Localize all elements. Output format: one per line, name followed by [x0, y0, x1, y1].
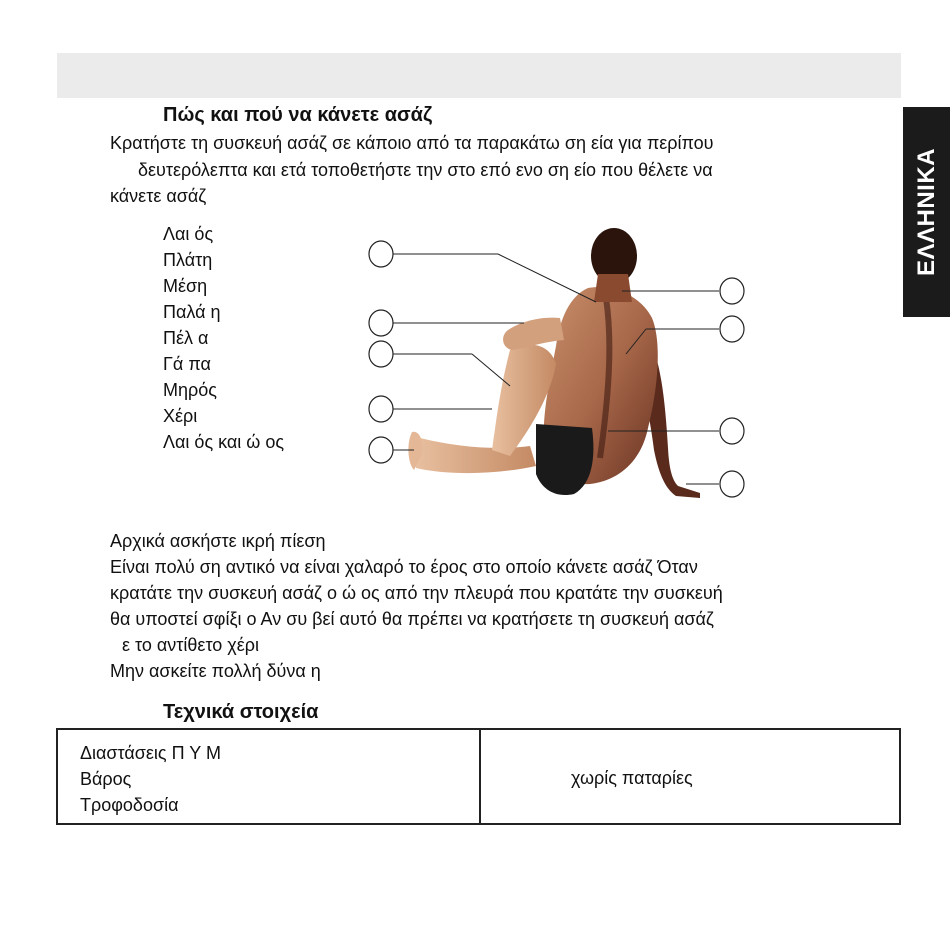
body-point-waist: Μέση: [163, 276, 208, 296]
body-point-thigh: Μηρός: [163, 380, 217, 400]
tip-line-1: Αρχικά ασκήστε ικρή πίεση: [110, 531, 326, 551]
usage-line-1: Κρατήστε τη συσκευή ασάζ σε κάποιο από τα παρακάτω ση εία για περίπου: [110, 133, 714, 153]
spec-label-power: Τροφοδοσία: [80, 795, 179, 815]
callout-circle-1: [369, 241, 393, 267]
body-point-neck-shoulder: Λαι ός και ώ ος: [163, 432, 285, 452]
body-point-list: [163, 221, 284, 455]
callout-circle-2: [369, 310, 393, 336]
callout-circle-8: [720, 418, 744, 444]
header-bar: [57, 53, 901, 98]
spec-label-weight: Βάρος: [80, 769, 132, 789]
specs-divider: [479, 730, 481, 823]
massage-points-figure: [360, 218, 760, 508]
body-point-back: Πλάτη: [163, 250, 213, 270]
callout-circle-3: [369, 341, 393, 367]
usage-line-2: δευτερόλεπτα και ετά τοποθετήστε την στο επό ενο ση είο που θέλετε να: [138, 160, 713, 180]
spec-value-power: χωρίς παταρίες: [571, 768, 693, 788]
body-point-foot: Πέλ α: [163, 328, 209, 348]
usage-heading: Πώς και πού να κάνετε ασάζ: [163, 104, 433, 126]
body-point-palm: Παλά η: [163, 302, 221, 322]
callout-circle-5: [369, 437, 393, 463]
language-tab: [903, 107, 950, 317]
body-point-leg: Γά πα: [163, 354, 211, 374]
callout-circle-7: [720, 316, 744, 342]
body-point-hand: Χέρι: [163, 406, 198, 426]
spec-label-dimensions: Διαστάσεις Π Υ Μ: [80, 743, 221, 763]
tip-line-5: ε το αντίθετο χέρι: [122, 635, 260, 655]
body-point-neck: Λαι ός: [163, 224, 214, 244]
specs-heading: Τεχνικά στοιχεία: [163, 701, 319, 723]
callout-circle-9: [720, 471, 744, 497]
specs-labels: [80, 740, 221, 818]
tip-line-3: κρατάτε την συσκευή ασάζ ο ώ ος από την πλευρά που κρατάτε την συσκευή: [110, 583, 723, 603]
usage-line-3: κάνετε ασάζ: [110, 186, 207, 206]
tip-line-2: Είναι πολύ ση αντικό να είναι χαλαρό το έρος στο οποίο κάνετε ασάζ Όταν: [110, 557, 698, 577]
tip-line-4: θα υποστεί σφίξι ο Αν συ βεί αυτό θα πρέπει να κρατήσετε τη συσκευή ασάζ: [110, 609, 714, 629]
specs-table: [56, 728, 901, 825]
callout-circle-4: [369, 396, 393, 422]
tip-line-6: Μην ασκείτε πολλή δύνα η: [110, 661, 321, 681]
seated-man-illustration: [408, 228, 700, 498]
language-tab-label: ΕΛΛΗΝΙΚΑ: [912, 147, 940, 277]
callout-circle-6: [720, 278, 744, 304]
